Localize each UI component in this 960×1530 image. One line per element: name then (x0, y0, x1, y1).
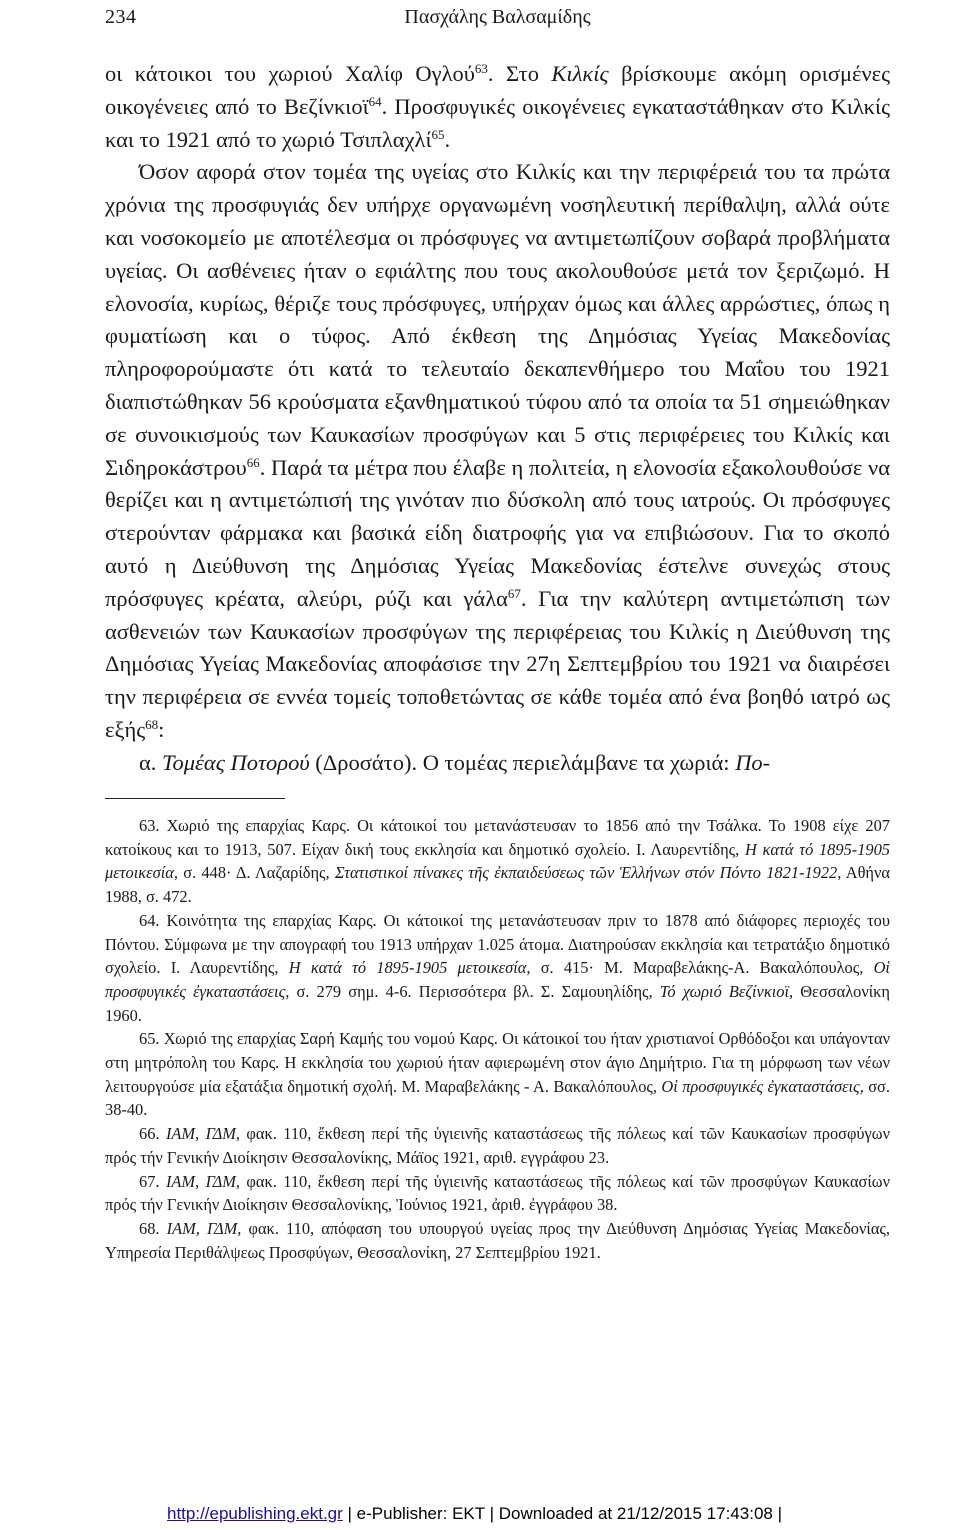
footnote-ref-66: 66 (246, 454, 260, 470)
text-span: . (444, 126, 451, 152)
text-span: Θεσσαλονίκη 1960. (105, 981, 890, 1025)
italic-text: Οἱ προσφυγικές ἐγκαταστάσεις, (105, 958, 890, 1001)
text-span: Αθήνα 1988, σ. 472. (105, 863, 890, 907)
footnote-64 (105, 909, 890, 1028)
footnote-66 (105, 1122, 890, 1169)
running-title: Πασχάλης Βαλσαμίδης (404, 6, 591, 28)
italic-text: Η κατά τό 1895-1905 μετοικεσία, (288, 958, 531, 978)
paragraph-3 (105, 747, 890, 780)
footnote-ref-63: 63 (474, 61, 488, 76)
page-header (105, 6, 890, 36)
italic-text: Πο- (735, 749, 771, 775)
text-span: σ. 279 σημ. 4-6. Περισσότερα βλ. Σ. Σαμουηλίδης, (289, 981, 660, 1001)
separator: | (484, 1504, 499, 1523)
italic-text: Η κατά τό 1895-1905 μετοικεσία, (105, 839, 891, 883)
footnote-divider (105, 798, 285, 799)
footnote-ref-65: 65 (431, 126, 445, 142)
text-span: 66. (139, 1124, 166, 1144)
italic-text: Κιλκίς (551, 61, 609, 86)
italic-text: ΙΑΜ, ΓΔΜ, (166, 1218, 242, 1238)
footnotes (105, 814, 890, 1264)
text-span: . Παρά τα μέτρα που έλαβε η πολιτεία, η ελονοσία εξακολουθούσε να θερίζει και η αντιμετώπισή της γινόταν πιο δύσκολη από τους ιατρούς. Οι πρόσφυγες στερούνταν φάρμακα και βασικά είδη διατροφής για να επιβιώσουν. Για το σκοπό αυτό η Διεύθυνση της Δημόσιας Υγείας Μακεδονίας έστελνε συνεχώς στους πρόσφυγες κρέατα, αλεύρι, ρύζι και γάλα (105, 454, 890, 611)
text-span: φακ. 110, απόφαση του υπουργού υγείας προς την Διεύθυνση Δημόσιας Υγείας Μακεδονίας, Υπηρεσία Περιθάλψεως Προσφύγων, Θεσσαλονίκη, 27 Σεπτεμβρίου 1921. (105, 1218, 891, 1262)
page-number: 234 (105, 6, 137, 28)
text-span: 68. (139, 1218, 167, 1238)
separator: | (342, 1504, 357, 1523)
footnote-67 (105, 1170, 890, 1217)
text-span: οι κάτοικοι του χωριού Χαλίφ Ογλού (105, 61, 475, 86)
text-span: 63. Χωριό της επαρχίας Καρς. Οι κάτοικοί του μετανάστευσαν το 1856 από την Τσάλκα. Το 1908 είχε 207 κατοίκους και το 1913, 507. Είχαν δική τους εκκλησία και δημοτικό σχολείο. Ι. Λαυρεντίδης, (105, 816, 890, 859)
text-span: Όσον αφορά στον τομέα της υγείας στο Κιλκίς και την περιφέρειά του τα πρώτα χρόνια της προσφυγιάς δεν υπήρχε οργανωμένη νοσηλευτική περίθαλψη, αλλά ούτε και νοσοκομείο με αποτέλεσμα οι πρόσφυγες να αντιμετωπίζουν σοβαρά προβλήματα υγείας. Οι ασθένειες ήταν ο εφιάλτης που τους ακολουθούσε μετά τον ξεριζωμό. Η ελονοσία, κυρίως, θέριζε τους πρόσφυγες, υπήρχαν όμως και άλλες αρρώστιες, όπως η φυματίωση και ο τύφος. Από έκθεση της Δημόσιας Υγείας Μακεδονίας πληροφορούμαστε ότι κατά το τελευταίο δεκαπενθήμερο του Μαΐου του 1921 διαπιστώθηκαν 56 κρούσματα εξανθηματικού τύφου από τα οποία τα 51 σημειώθηκαν σε συνοικισμούς των Καυκασίων προσφύγων και 5 στις περιφέρειες του Κιλκίς και Σιδηροκάστρου (105, 159, 890, 480)
paragraph-2 (105, 156, 890, 746)
text-span: βρίσκουμε ακόμη ορισμένες οικογένειες από το Βεζίνκιοϊ (105, 61, 890, 119)
footnote-ref-68: 68 (145, 716, 159, 732)
text-span: : (158, 716, 165, 742)
text-span: . Για την καλύτερη αντιμετώπιση των ασθενειών των Καυκασίων προσφύγων της περιφέρειας του Κιλκίς η Διεύθυνση της Δημόσιας Υγείας Μακεδονίας αποφάσισε την 27η Σεπτεμβρίου του 1921 να διαιρέσει την περιφέρεια σε εννέα τομείς τοποθετώντας σε κάθε τομέα από ένα βοηθό ιατρό ως εξής (105, 585, 890, 742)
text-span: 67. (139, 1171, 166, 1191)
footnote-ref-67: 67 (507, 585, 521, 601)
main-text (105, 58, 890, 780)
footnote-68 (105, 1217, 890, 1264)
publisher-label: e-Publisher: EKT (356, 1504, 485, 1523)
italic-text: ΙΑΜ, ΓΔΜ, (165, 1171, 240, 1191)
text-span: . Προσφυγικές οικογένειες εγκαταστάθηκαν στο Κιλκίς και το 1921 από το χωριό Τσιπλαχλί (105, 93, 890, 152)
text-span: 65. Χωριό της επαρχίας Σαρή Καμής του νομού Καρς. Οι κάτοικοί του ήταν χριστιανοί Ορθόδοξοι και υπάγονταν στη μητρόπολη του Καρς. Η εκκλησία του χωριού ήταν αφιερωμένη στον άγιο Δημήτριο. Για τη μόρφωση των νέων λειτουργούσε μία εξατάξια δημοτική σχολή. Μ. Μαραβελάκης - Α. Βακαλόπουλος, (105, 1029, 890, 1096)
text-span: . Στο (487, 61, 552, 86)
text-span: 64. Κοινότητα της επαρχίας Καρς. Οι κάτοικοί της μετανάστευσαν πριν το 1878 από διάφορες περιοχές του Πόντου. Σύμφωνα με την απογραφή του 1913 υπήρχαν 1.025 άτομα. Διατηρούσαν εκκλησία και τετρατάξιο δημοτικό σχολείο. Ι. Λαυρεντίδης, (105, 910, 890, 978)
text-span: σ. 415· Μ. Μαραβελάκης-Α. Βακαλόπουλος, (530, 958, 874, 978)
text-span: α. (139, 749, 163, 775)
italic-text: Τομέας Ποτορού (162, 749, 310, 775)
download-timestamp: Downloaded at 21/12/2015 17:43:08 (498, 1504, 773, 1523)
italic-text: Οἱ προσφυγικές ἐγκαταστάσεις, (661, 1076, 864, 1096)
italic-text: Τό χωριό Βεζίνκιοϊ, (659, 981, 794, 1001)
text-span: σσ. 38-40. (105, 1076, 890, 1120)
separator: | (772, 1504, 782, 1523)
text-span: φακ. 110, ἔκθεση περί τῆς ὑγιεινῆς καταστάσεως τῆς πόλεως καί τῶν Καυκασίων προσφύγων πρός τήν Γενικήν Διοίκησιν Θεσσαλονίκης, Μάϊος 1921, αριθ. εγγράφου 23. (105, 1124, 890, 1167)
download-footer (167, 1504, 782, 1524)
text-span: φακ. 110, ἔκθεση περί τῆς ὑγιεινῆς καταστάσεως τῆς πόλεως καί τῶν προσφύγων Καυκασίων πρός τήν Γενικήν Διοίκησιν Θεσσαλονίκης, Ἰούνιος 1921, ἀριθ. ἐγγράφου 38. (105, 1171, 890, 1215)
epublishing-link[interactable]: http://epublishing.ekt.gr (167, 1504, 343, 1523)
text-span: (Δροσάτο). Ο τομέας περιελάμβανε τα χωριά: (309, 749, 736, 775)
italic-text: Στατιστικοί πίνακες τῆς ἐκπαιδεύσεως τῶν Ἑλλήνων στόν Πόντο 1821-1922, (334, 863, 842, 883)
footnote-63 (105, 814, 890, 909)
paragraph-1 (105, 58, 890, 156)
footnote-ref-64: 64 (368, 93, 382, 109)
text-span: σ. 448· Δ. Λαζαρίδης, (177, 863, 335, 883)
footnote-65 (105, 1027, 890, 1122)
italic-text: ΙΑΜ, ΓΔΜ, (165, 1124, 240, 1144)
